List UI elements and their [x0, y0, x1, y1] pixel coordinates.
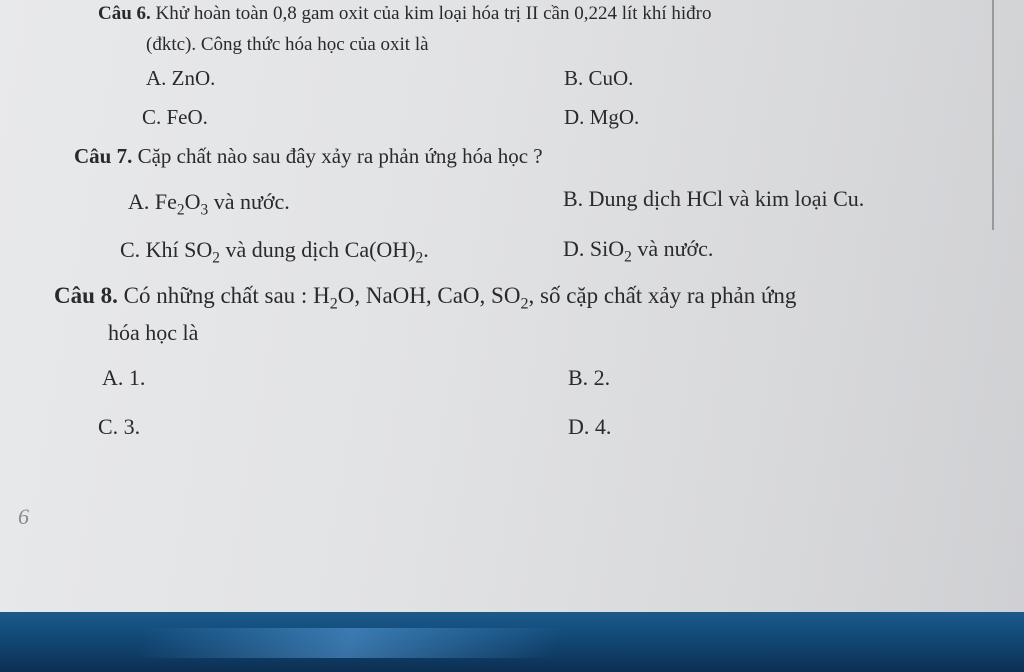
q8-option-a: A. 1. [102, 365, 146, 390]
q6-option-c: C. FeO. [142, 105, 208, 129]
q7-option-c: C. Khí $SO_2$ và dung dịch $Ca(OH)_2$. [120, 237, 429, 267]
q6-option-a: A. ZnO. [146, 66, 216, 90]
paper-edge [992, 0, 994, 230]
q6-line2: (đktc). Công thức hóa học của oxit là [146, 34, 429, 55]
q6-option-b: B. CuO. [564, 66, 634, 90]
q7-text: Cặp chất nào sau đây xảy ra phản ứng hóa học ? [137, 144, 543, 168]
page-mark: 6 [18, 504, 29, 529]
q7-number: Câu 7. [74, 144, 133, 168]
q8-option-b: B. 2. [568, 365, 611, 390]
desk-reflection [135, 628, 566, 658]
q6-text: Khử hoàn toàn 0,8 gam oxit của kim loại hóa trị II cần 0,224 lít khí hiđro [155, 3, 712, 24]
q8-line1 [54, 283, 797, 313]
q7-option-d: D. SiO$_2$ và nước. [563, 236, 714, 266]
q8-option-d: D. 4. [568, 414, 612, 439]
q7-option-b: B. Dung dịch HCl và kim loại Cu. [563, 186, 865, 211]
q7-line [74, 146, 543, 167]
q8-text: Có những chất sau : $H_2O$, NaOH, CaO, $SO_2$, số cặp chất xảy ra phản ứng [123, 283, 797, 313]
q8-line2: hóa học là [108, 320, 199, 345]
q7-option-a: A. $Fe_2O_3$ và nước. [128, 189, 290, 219]
q6-line1 [98, 4, 711, 23]
q6-number: Câu 6. [98, 3, 151, 24]
q8-option-c: C. 3. [98, 414, 141, 439]
q8-number: Câu 8. [54, 283, 118, 308]
q6-option-d: D. MgO. [564, 105, 640, 129]
